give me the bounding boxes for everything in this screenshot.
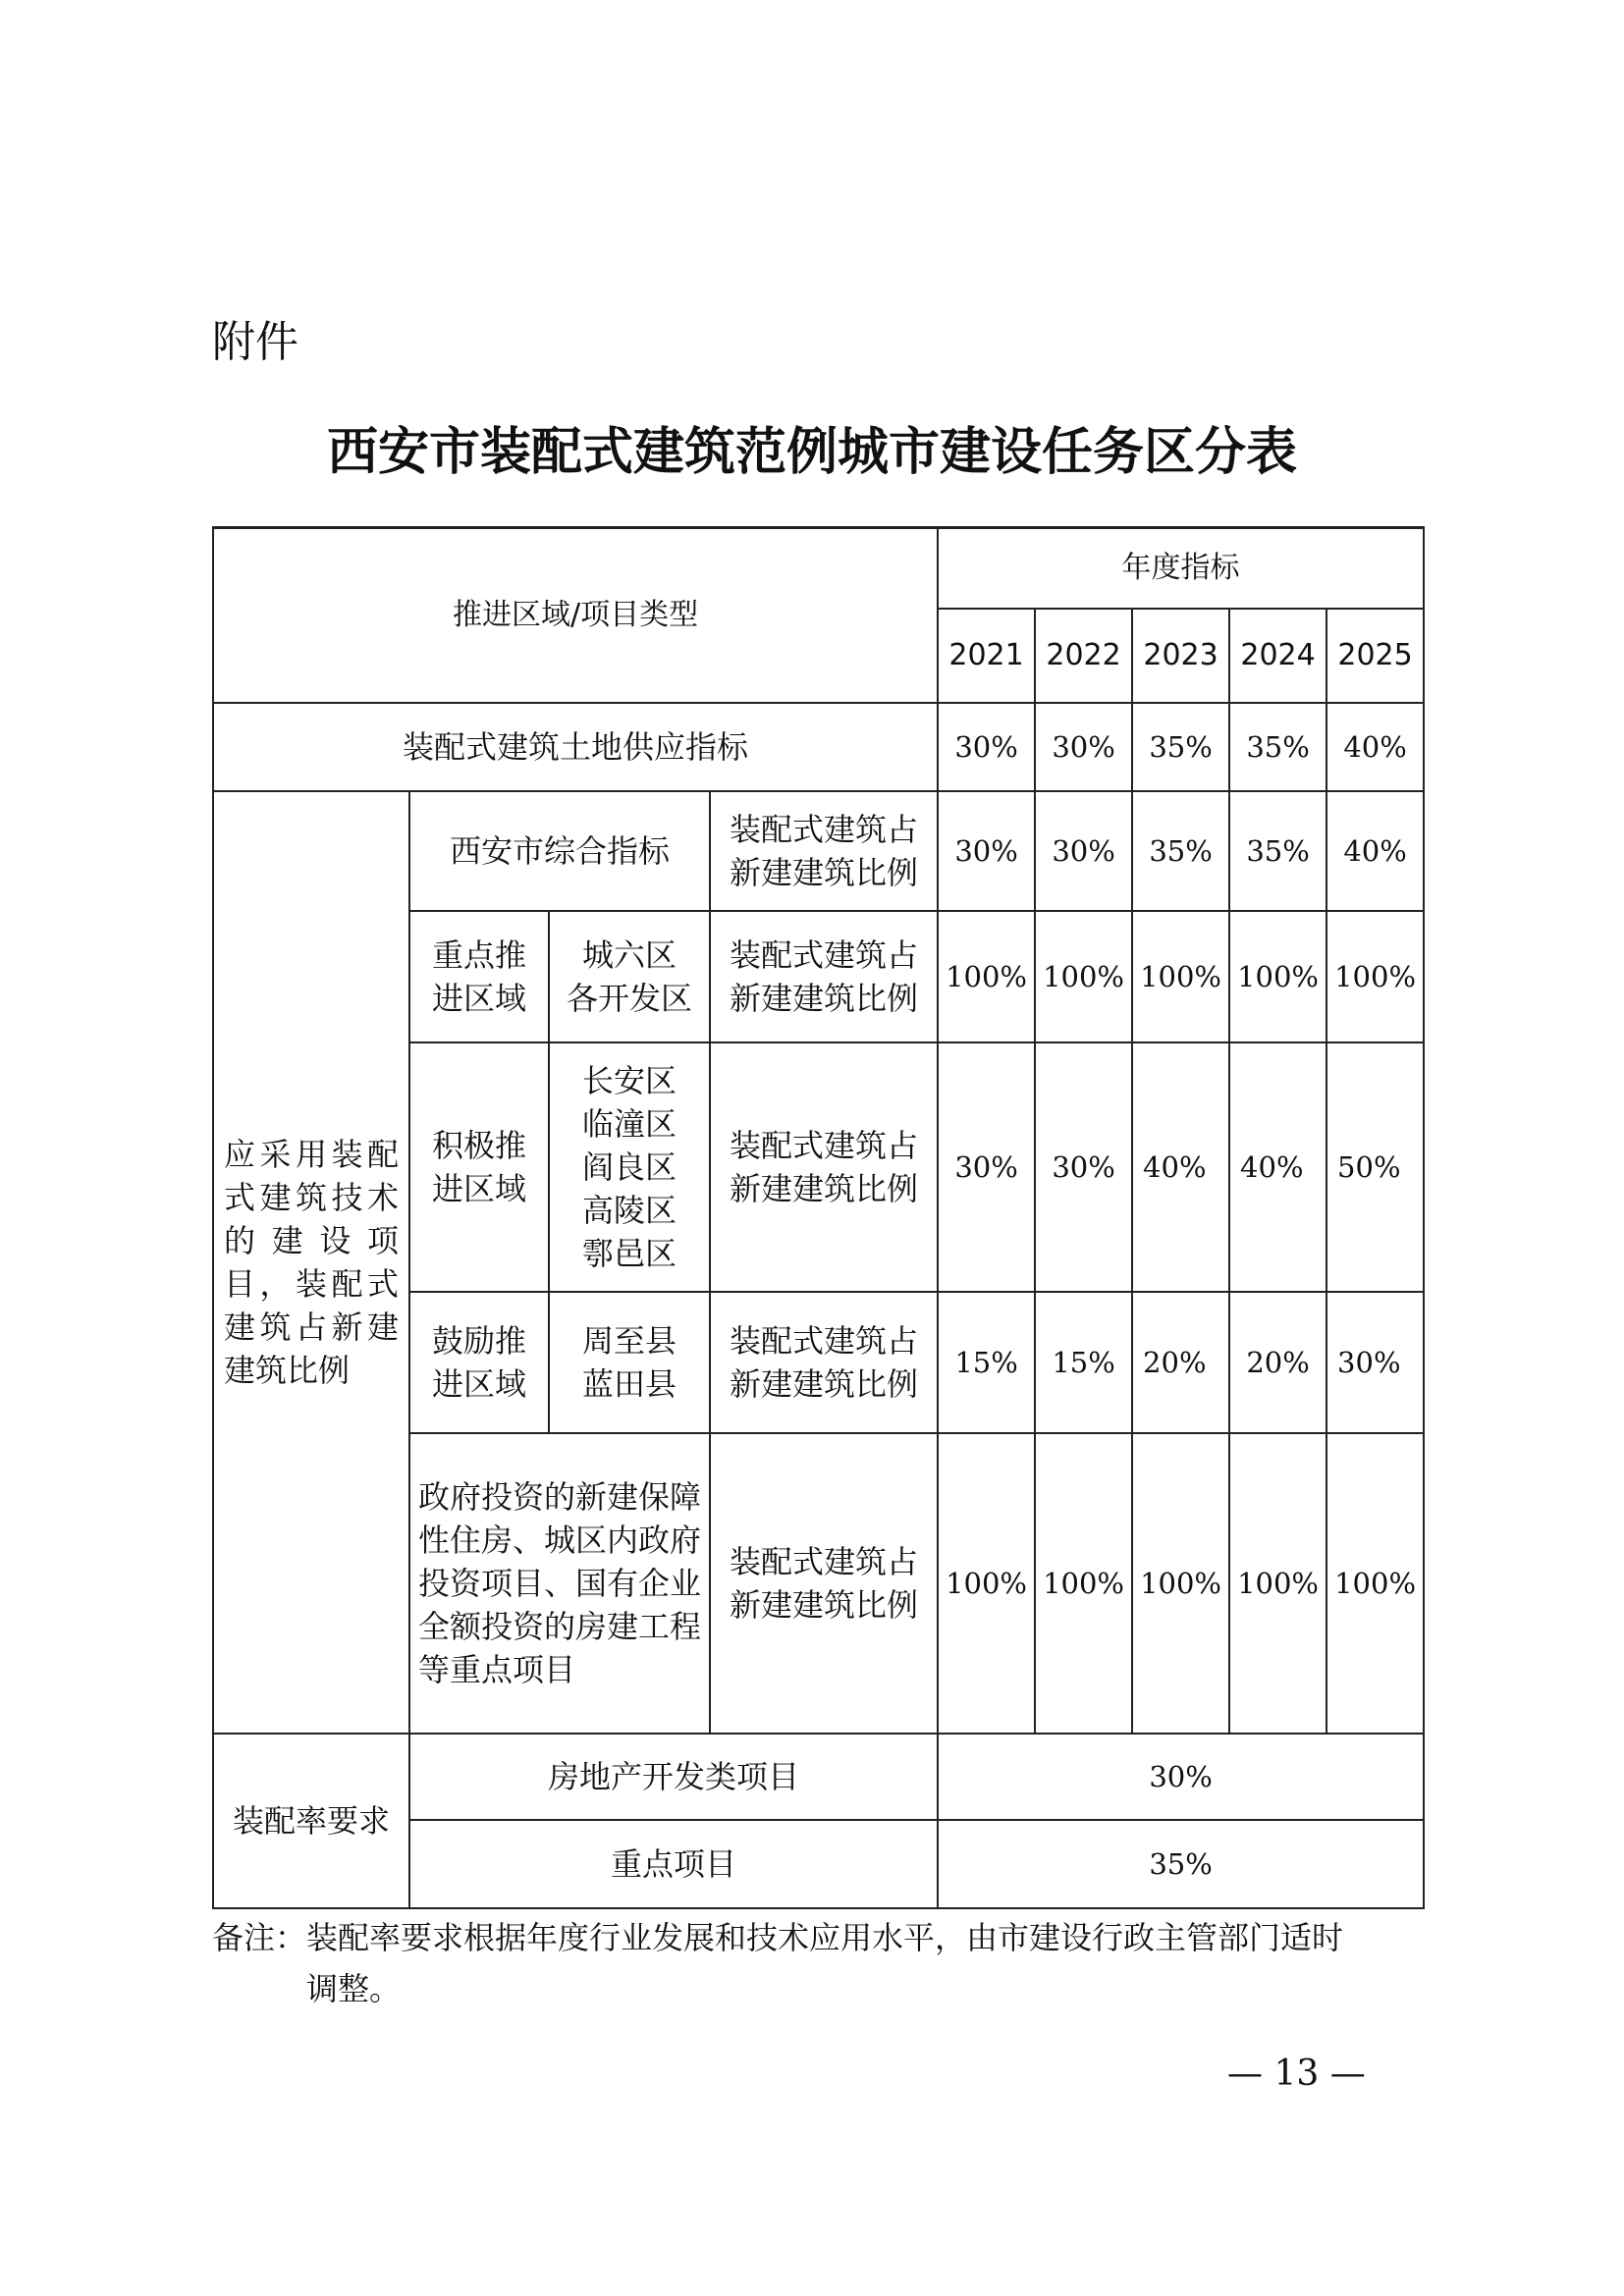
task-table [212,526,1425,1909]
year-2023: 2023 [1132,609,1229,703]
value-cell: 40% [1326,791,1424,911]
rate-item-name: 重点项目 [409,1820,938,1908]
value-cell: 40% [1229,1042,1326,1292]
value-cell: 30% [938,791,1035,911]
zone-label: 鼓励推 进区域 [409,1292,549,1433]
value-cell: 35% [1229,791,1326,911]
value-cell: 100% [1229,1433,1326,1734]
rate-item-value: 30% [938,1734,1424,1820]
header-region-type: 推进区域/项目类型 [213,528,938,703]
attachment-label: 附件 [212,317,298,367]
value-cell: 100% [938,911,1035,1042]
indicator-label: 装配式建筑占 新建建筑比例 [710,1042,938,1292]
value-cell: 30% [938,1042,1035,1292]
land-supply-2025: 40% [1326,703,1424,791]
year-2021: 2021 [938,609,1035,703]
indicator-label: 装配式建筑占 新建建筑比例 [710,791,938,911]
value-cell: 100% [1035,911,1132,1042]
zone-label: 积极推 进区域 [409,1042,549,1292]
land-supply-label: 装配式建筑土地供应指标 [213,703,938,791]
footnote [212,1912,1430,2014]
land-supply-2021: 30% [938,703,1035,791]
indicator-label: 装配式建筑占 新建建筑比例 [710,911,938,1042]
document-title: 西安市装配式建筑范例城市建设任务区分表 [326,422,1297,482]
indicator-label: 装配式建筑占 新建建筑比例 [710,1292,938,1433]
page-number: — 13 — [1227,2054,1366,2094]
value-cell: 35% [1132,791,1229,911]
zone-label: 重点推 进区域 [409,911,549,1042]
land-supply-2024: 35% [1229,703,1326,791]
value-cell: 30% [1035,791,1132,911]
value-cell: 15% [1035,1292,1132,1433]
value-cell: 50% [1326,1042,1424,1292]
value-cell: 100% [1326,911,1424,1042]
indicator-label: 装配式建筑占 新建建筑比例 [710,1433,938,1734]
rate-requirement-label: 装配率要求 [213,1734,409,1908]
value-cell: 30% [1035,1042,1132,1292]
header-row-1 [213,528,1424,609]
footnote-line-1: 备注：装配率要求根据年度行业发展和技术应用水平，由市建设行政主管部门适时 [212,1919,1344,1956]
district-list: 长安区 临潼区 阎良区 高陵区 鄠邑区 [549,1042,710,1292]
district-list: 城六区 各开发区 [549,911,710,1042]
value-cell: 100% [1229,911,1326,1042]
value-cell: 20% [1132,1292,1229,1433]
row-name-gov-projects: 政府投资的新建保障性住房、城区内政府投资项目、国有企业全额投资的房建工程等重点项目 [409,1433,710,1734]
district-list: 周至县 蓝田县 [549,1292,710,1433]
year-2022: 2022 [1035,609,1132,703]
group-label: 应采用装配式建筑技术的建设项目，装配式建筑占新建建筑比例 [213,791,409,1734]
rate-item-value: 35% [938,1820,1424,1908]
value-cell: 100% [938,1433,1035,1734]
row-name-city-composite: 西安市综合指标 [409,791,710,911]
value-cell: 100% [1132,1433,1229,1734]
table-row-city-composite [213,791,1424,911]
value-cell: 40% [1132,1042,1229,1292]
value-cell: 20% [1229,1292,1326,1433]
land-supply-2022: 30% [1035,703,1132,791]
header-annual-targets: 年度指标 [938,528,1424,609]
table-row-rate-realestate [213,1734,1424,1820]
year-2024: 2024 [1229,609,1326,703]
land-supply-2023: 35% [1132,703,1229,791]
footnote-line-2: 调整。 [306,1970,402,2007]
land-supply-row [213,703,1424,791]
value-cell: 100% [1132,911,1229,1042]
year-2025: 2025 [1326,609,1424,703]
value-cell: 100% [1326,1433,1424,1734]
value-cell: 100% [1035,1433,1132,1734]
value-cell: 15% [938,1292,1035,1433]
rate-item-name: 房地产开发类项目 [409,1734,938,1820]
value-cell: 30% [1326,1292,1424,1433]
